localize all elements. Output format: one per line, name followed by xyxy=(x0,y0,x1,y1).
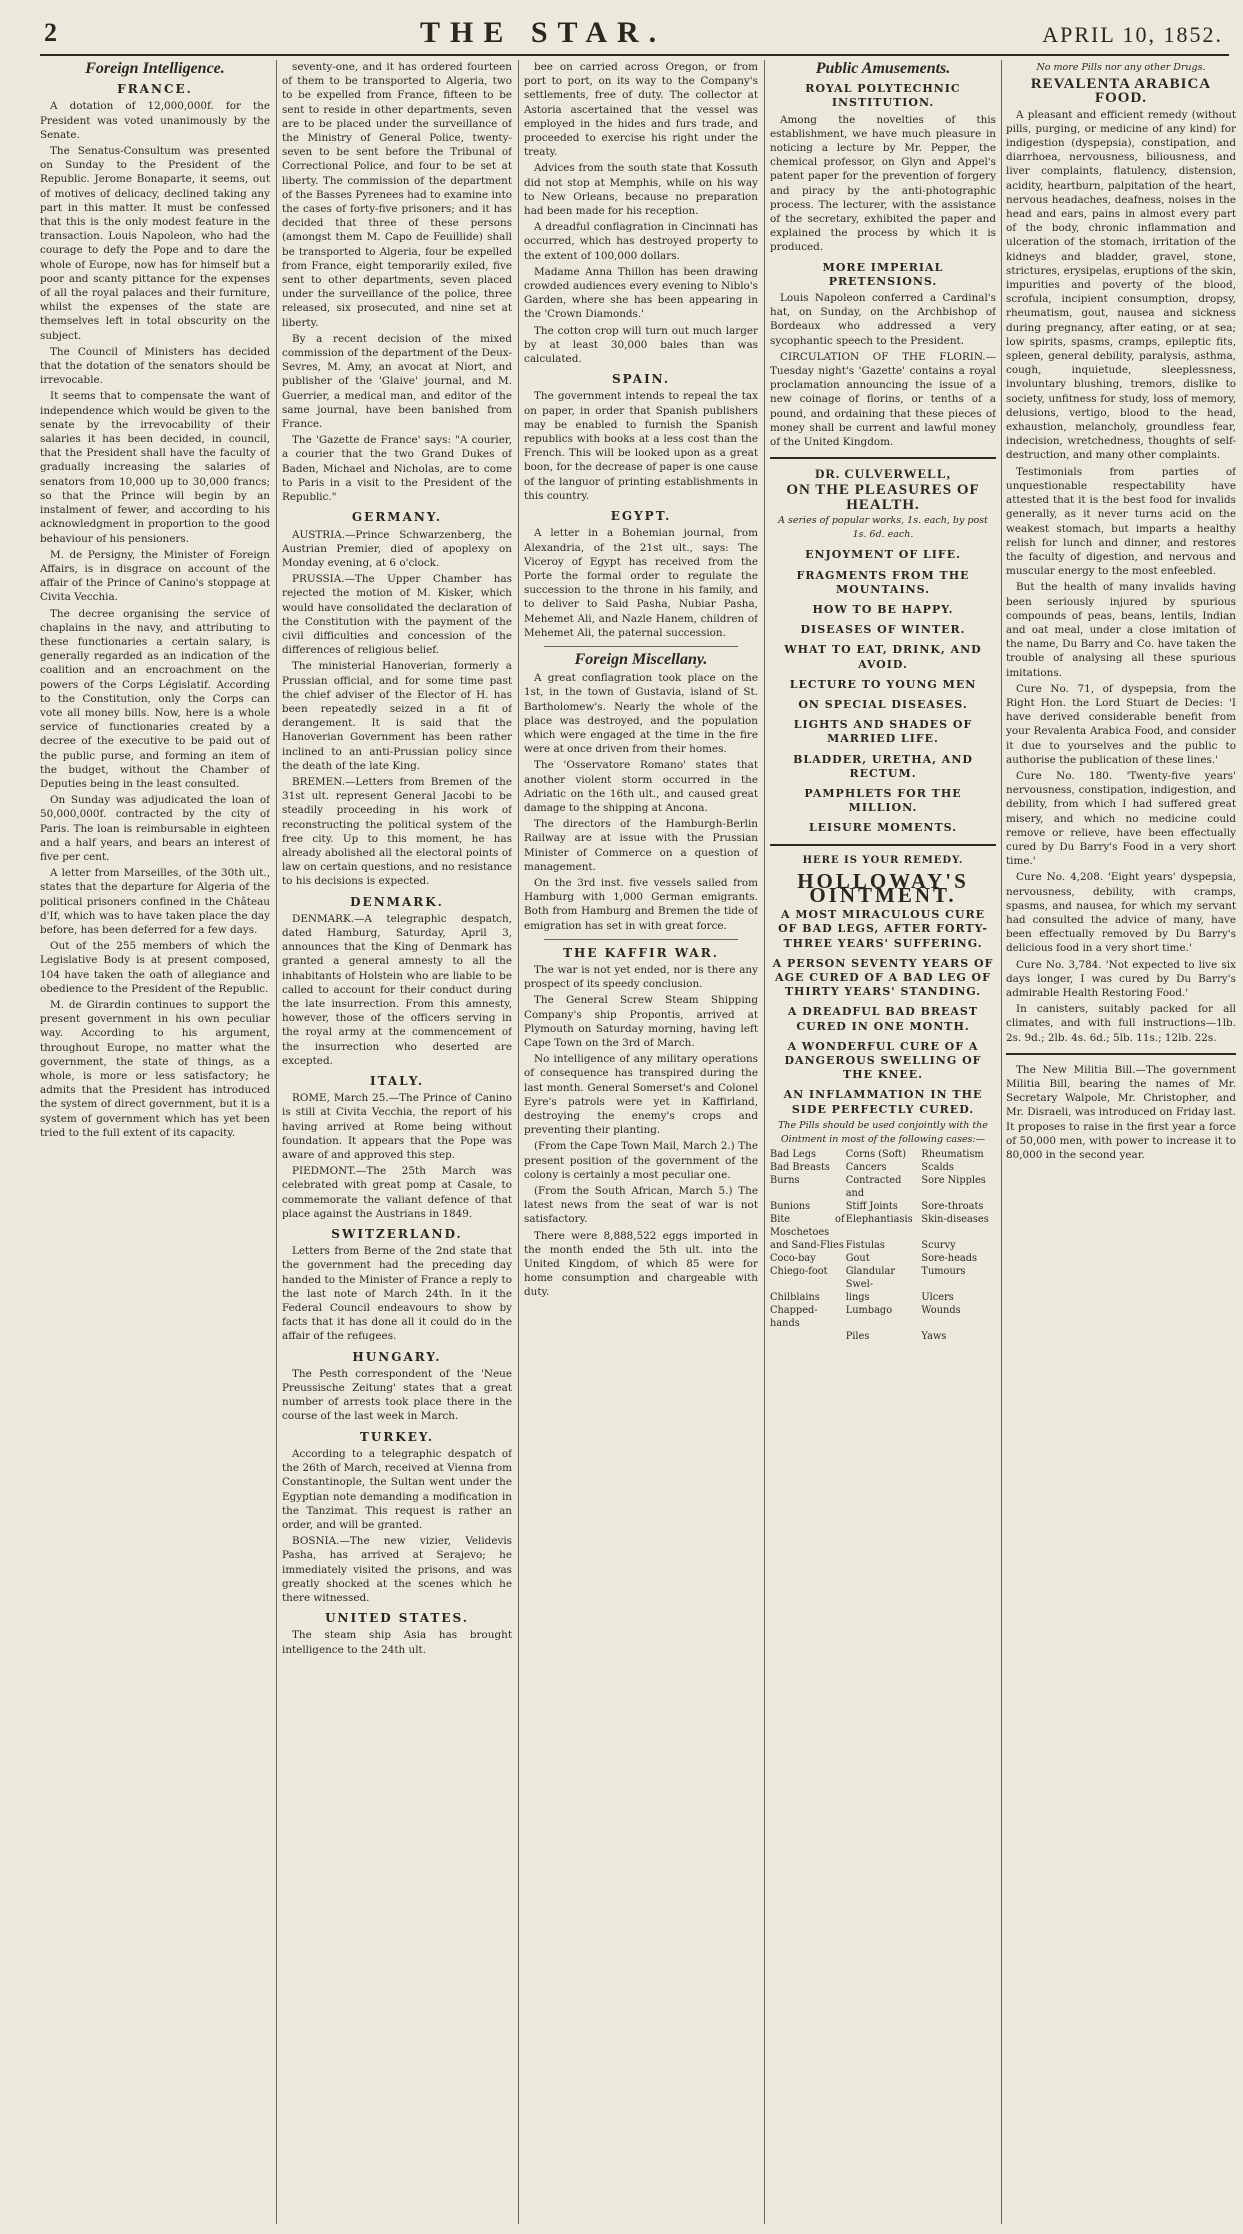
ailment-item: Tumours xyxy=(921,1266,966,1278)
ailment-item: Fistulas xyxy=(845,1240,885,1252)
article-paragraph: The Pesth correspondent of the 'Neue Preussische Zeitung' states that a great number of arrests took place there in the course of the last week in March. xyxy=(282,1367,512,1423)
article-paragraph: Cure No. 3,784. 'Not expected to live six days longer, I was cured by Du Barry's admirable Health Restoring Food.' xyxy=(1006,958,1236,999)
ailment-row xyxy=(770,1291,996,1304)
ailment-row xyxy=(770,1304,996,1330)
section-heading-kaffir-war: THE KAFFIR WAR. xyxy=(563,945,719,960)
ailment-item xyxy=(770,1330,845,1343)
article-paragraph: seventy-one, and it has ordered fourteen of them to be transported to Algeria, two to be expelled from France, fifteen to be sent to reside in other departments, seven are to be placed under the surveillance of the Ministry of General Police, twenty-seven to be sent before the Tribunal of Correctional Police, and four to be set at liberty. The commission of the department of the Basses Pyrenees had to examine into the cases of forty-five prisoners; and it has decided that three of these persons (amongst them M. Capo de Feuillide) shall be transported to Algeria, four be expelled from France, eight temporarily exiled, five sent to other departments, seven placed under the surveillance of the police, three released, six prosecuted, and nine set at liberty. xyxy=(282,61,512,329)
article-paragraph: Cure No. 180. 'Twenty-five years' nervousness, constipation, indigestion, and debility, from which I had suffered great misery, and which no medicine could remove or relieve, have been effectually cured by Du Barry's Food in a very short time.' xyxy=(1006,769,1236,868)
ailment-item: and Sand-Flies xyxy=(770,1240,844,1252)
article-paragraph: According to a telegraphic despatch of the 26th of March, received at Vienna from Constantinople, the Sultan went under the Egyptian note demanding a modification in the Tanzimat. This request is rather an order, and will be granted. xyxy=(282,1447,512,1531)
column-3 xyxy=(524,60,758,2224)
divider xyxy=(544,939,738,940)
article-paragraph: The Council of Ministers has decided that the dotation of the senators should be irrevocable. xyxy=(40,345,270,387)
ailment-item: Bad Legs xyxy=(770,1149,817,1161)
ailment-row xyxy=(770,1213,996,1239)
advert-part: ON SPECIAL DISEASES. xyxy=(798,697,968,711)
article-paragraph: On Sunday was adjudicated the loan of 50,000,000f. contracted by the city of Paris. The loan is reimbursable in eighteen and a half years, and bears an interest of five per cent. xyxy=(40,794,270,863)
advert-subtitle: A series of popular works, 1s. each, by post 1s. 6d. each. xyxy=(778,514,988,541)
ailment-item: Bad Breasts xyxy=(770,1162,830,1174)
country-heading-turkey: TURKEY. xyxy=(359,1429,435,1444)
article-paragraph: By a recent decision of the mixed commission of the department of the Deux-Sevres, M. Amy, an avocat at Niort, and publisher of the 'Glaive' journal, and M. Guerrier, a medical man, and editor of the same journal, have been banished from France. xyxy=(282,332,512,431)
ailment-row xyxy=(770,1161,996,1174)
article-paragraph: The decree organising the service of chaplains in the navy, and attributing to these functionaries a certain salary, is generally regarded as an indication of the coalition and an encroachment on the powers of the Corps Législatif. According to the Constitution, only the Corps can vote all money bills. Now, here is a whole service of functionaries created by a decree of the executive to be paid out of the public purse, and forming an item of the budget, without the Chamber of Deputies being in the least consulted. xyxy=(40,607,270,790)
ailment-item: Wounds xyxy=(921,1305,961,1317)
column-1 xyxy=(40,60,270,2224)
article-paragraph: CIRCULATION OF THE FLORIN.—Tuesday night's 'Gazette' contains a royal proclamation announcing the issue of a new coinage of florins, or tenths of a pound, and ordaining that these pieces of money shall be current and lawful money of the United Kingdom. xyxy=(770,350,996,449)
heading-imperial-pretensions: MORE IMPERIAL PRETENSIONS. xyxy=(822,260,944,288)
advert-holloway xyxy=(770,854,996,1344)
article-paragraph: The cotton crop will turn out much larger by at least 30,000 bales than was calculated. xyxy=(524,324,758,366)
ailment-item: Gout xyxy=(845,1253,870,1265)
article-paragraph: The ministerial Hanoverian, formerly a Prussian official, and for some time past the chief adviser of the Elector of H. has been repeatedly seized in a fit of derangement. It is said that the Hanoverian Government has been rather inclined to an anti-Prussian policy since the death of the late King. xyxy=(282,660,512,772)
ailment-item: Scalds xyxy=(921,1162,954,1174)
advert-part: DISEASES OF WINTER. xyxy=(800,623,966,637)
article-paragraph: Cure No. 4,208. 'Eight years' dyspepsia, nervousness, debility, with cramps, spasms, and nausea, for which my servant had consulted the advice of many, have been effectually removed by Du Barry's delicious food in a very short time.' xyxy=(1006,871,1236,955)
ailment-item: Cancers xyxy=(845,1162,887,1174)
article-paragraph: The directors of the Hamburgh-Berlin Railway are at issue with the Prussian Minister of Commerce on a question of management. xyxy=(524,818,758,873)
ailment-item: Chilblains xyxy=(770,1292,820,1304)
ailment-item: Chiego-foot xyxy=(770,1266,828,1278)
article-paragraph: A letter from Marseilles, of the 30th ult., states that the departure for Algeria of the political prisoners confined in the Château d'If, which was to have taken place the day before, has been deferred for a few days. xyxy=(40,867,270,936)
article-paragraph: A great conflagration took place on the 1st, in the town of Gustavia, island of St. Bartholomew's. Nearly the whole of the place was destroyed, and the population which were engaged at the time in the fire were at once driven from their homes. xyxy=(524,672,758,756)
column-rule xyxy=(1001,60,1002,2224)
column-5 xyxy=(1006,60,1236,2224)
ailment-row xyxy=(770,1265,996,1291)
ailment-item: Ulcers xyxy=(921,1292,954,1304)
ailment-item: Stiff Joints xyxy=(845,1201,898,1213)
ailment-item: Rheumatism xyxy=(921,1149,984,1161)
advert-title: ON THE PLEASURES OF HEALTH. xyxy=(786,482,980,513)
newspaper-title: THE STAR. xyxy=(420,16,667,49)
article-paragraph: AUSTRIA.—Prince Schwarzenberg, the Austrian Premier, died of apoplexy on Monday evening, at 6 o'clock. xyxy=(282,528,512,569)
article-paragraph: On the 3rd inst. five vessels sailed from Hamburg with 1,000 German emigrants. Both from Hamburg and Bremen the tide of emigration has set in with great force. xyxy=(524,876,758,932)
article-paragraph: The 'Osservatore Romano' states that another violent storm occurred in the Adriatic on the 16th ult., and caused great damage to the shipping at Ancona. xyxy=(524,759,758,814)
ailment-item: Yaws xyxy=(921,1331,947,1343)
advert-divider xyxy=(770,457,996,459)
column-rule xyxy=(276,60,277,2224)
article-paragraph: Testimonials from parties of unquestionable respectability have attested that it is the best food for invalids generally, as it never turns acid on the weakest stomach, but imparts a healthy relish for lunch and dinner, and restores the faculty of digestion, and nervous and muscular energy to the most enfeebled. xyxy=(1006,465,1236,578)
advert-list-intro: The Pills should be used conjointly with the Ointment in most of the following cases:— xyxy=(778,1119,988,1145)
article-paragraph: (From the South African, March 5.) The latest news from the seat of war is not satisfactory. xyxy=(524,1185,758,1226)
ailment-list xyxy=(770,1148,996,1343)
ailment-item: Corns (Soft) xyxy=(845,1149,907,1161)
article-paragraph: The General Screw Steam Shipping Company's ship Propontis, arrived at Plymouth on Saturday morning, having left Cape Town on the 3rd of March. xyxy=(524,994,758,1049)
article-paragraph: It seems that to compensate the want of independence which would be given to the senate by the irrevocability of their salaries it has been decided, in council, that the President shall have the faculty of gradually increasing the salaries of senators from 10,000 up to 30,000 francs; so that the Prince will begin by an instalment of fewer, and according to his acknowledgment in proportion to the good behaviour of his pensioners. xyxy=(40,390,270,545)
article-paragraph: Madame Anna Thillon has been drawing crowded audiences every evening to Niblo's Garden, where she has been appearing in the 'Crown Diamonds.' xyxy=(524,265,758,321)
column-rule xyxy=(764,60,765,2224)
advert-divider xyxy=(770,844,996,846)
advert-subhead: A WONDERFUL CURE OF A DANGEROUS SWELLING OF THE KNEE. xyxy=(784,1039,982,1082)
advert-subhead: A DREADFUL BAD BREAST CURED IN ONE MONTH. xyxy=(787,1005,979,1033)
advert-title: REVALENTA ARABICA FOOD. xyxy=(1030,76,1212,107)
article-paragraph: A dotation of 12,000,000f. for the President was voted unanimously by the Senate. xyxy=(40,100,270,141)
advert-part: LIGHTS AND SHADES OF MARRIED LIFE. xyxy=(793,718,973,746)
advert-part: WHAT TO EAT, DRINK, AND AVOID. xyxy=(784,643,982,671)
ailment-item: Lumbago xyxy=(845,1305,893,1317)
column-4 xyxy=(770,60,996,2224)
article-paragraph: DENMARK.—A telegraphic despatch, dated Hamburg, Saturday, April 3, announces that the King of Denmark has granted a general amnesty to all the inhabitants of Holstein who are liable to be called to account for their conduct during the late insurrection. From this amnesty, however, those of the officers serving in the royal army at the commencement of the insurrection who deserted are excepted. xyxy=(282,912,512,1067)
section-heading-foreign-miscellany: Foreign Miscellany. xyxy=(574,650,708,668)
article-paragraph: A letter in a Bohemian journal, from Alexandria, of the 21st ult., says: The Viceroy of Egypt has received from the Porte the formal order to regulate the succession to the throne in his family, and to deliver to Said Pasha, Nubiar Pasha, Mehemet Ali, and Nazle Hanem, children of Mehemet Ali, the paternal succession. xyxy=(524,527,758,639)
ailment-item: Elephantiasis xyxy=(845,1214,913,1226)
country-heading-germany: GERMANY. xyxy=(351,510,443,525)
advert-part: LEISURE MOMENTS. xyxy=(808,821,958,835)
masthead xyxy=(40,16,1229,56)
advert-author: DR. CULVERWELL, xyxy=(815,466,951,482)
country-heading-united-states: UNITED STATES. xyxy=(325,1611,469,1626)
ailment-row xyxy=(770,1200,996,1213)
advert-title: HOLLOWAY'S OINTMENT. xyxy=(797,868,969,907)
advert-part: PAMPHLETS FOR THE MILLION. xyxy=(804,786,962,815)
ailment-item: Bite of Moschetoes xyxy=(770,1214,845,1239)
country-heading-france: FRANCE. xyxy=(117,82,193,97)
article-paragraph: M. de Persigny, the Minister of Foreign Affairs, is in disgrace on account of the affair of the Prince of Canino's stoppage at Civita Vecchia. xyxy=(40,548,270,604)
article-paragraph: Cure No. 71, of dyspepsia, from the Right Hon. the Lord Stuart de Decies: 'I have derived considerable benefit from your Revalenta Arabica Food, and consider it due to yourselves and the public to authorise the publication of these lines.' xyxy=(1006,682,1236,766)
country-heading-spain: SPAIN. xyxy=(611,372,671,387)
country-heading-hungary: HUNGARY. xyxy=(352,1349,442,1364)
section-heading-foreign-intelligence: Foreign Intelligence. xyxy=(85,60,225,77)
ailment-item: Chapped-hands xyxy=(770,1305,818,1330)
ailment-item: Glandular Swel- xyxy=(845,1266,896,1291)
page-number: 2 xyxy=(44,18,57,47)
divider xyxy=(1006,1053,1236,1055)
article-paragraph: Louis Napoleon conferred a Cardinal's hat, on Sunday, on the Archbishop of Bordeaux who addressed a very sycophantic speech to the President. xyxy=(770,292,996,347)
article-paragraph: BOSNIA.—The new vizier, Velidevis Pasha, has arrived at Serajevo; he immediately visited the prisons, and was greatly shocked at the scenes which he there witnessed. xyxy=(282,1535,512,1604)
country-heading-egypt: EGYPT. xyxy=(610,509,672,524)
article-paragraph: No intelligence of any military operations of consequence has transpired during the last month. General Somerset's and Colonel Eyre's patrols were yet in Kaffirland, destroying the enemy's crops and preventing their planting. xyxy=(524,1053,758,1137)
advert-part: FRAGMENTS FROM THE MOUNTAINS. xyxy=(796,568,970,596)
article-paragraph: In canisters, suitably packed for all climates, and with full instructions—1lb. 2s. 9d.; 2lb. 4s. 6d.; 5lb. 11s.; 12lb. 22s. xyxy=(1006,1003,1236,1044)
article-paragraph: Among the novelties of this establishment, we have much pleasure in noticing a lecture by Mr. Pepper, the chemical professor, on Glyn and Appel's patent paper for the prevention of forgery and piracy by the anti-photographic process. The lecturer, with the assistance of the secretary, exhibited the paper and explained the process by which it is produced. xyxy=(770,113,996,254)
ailment-item: Skin-diseases xyxy=(921,1214,989,1226)
heading-polytechnic: ROYAL POLYTECHNIC INSTITUTION. xyxy=(805,82,961,110)
article-paragraph: There were 8,888,522 eggs imported in the month ended the 5th ult. into the United Kingdom, of which 85 were for home consumption and chargeable with duty. xyxy=(524,1229,758,1299)
article-paragraph: The Senatus-Consultum was presented on Sunday to the President of the Republic. Jerome Bonaparte, it seems, out of motives of delicacy, declined taking any part in this matter. It must be confessed that this is the only modest feature in the transaction. Louis Napoleon, who had the courage to defy the Pope and to dare the whole of Europe, now has for himself but a poor and scanty pittance for the expenses of all the royal palaces and their furniture, whilst the expenses of the state are themselves left in total obscurity on the subject. xyxy=(40,145,270,342)
ailment-item: Coco-bay xyxy=(770,1253,816,1265)
ailment-row xyxy=(770,1252,996,1265)
article-paragraph: The government intends to repeal the tax on paper, in order that Spanish publishers may be enabled to furnish the Spanish republics with books at a less cost than the French. This will be looked upon as a great boon, for the decrease of paper is one cause of the languor of printing establishments in this country. xyxy=(524,390,758,502)
country-heading-italy: ITALY. xyxy=(369,1074,425,1089)
divider xyxy=(544,646,738,647)
article-paragraph: The New Militia Bill.—The government Militia Bill, bearing the names of Mr. Secretary Walpole, Mr. Christopher, and Mr. Disraeli, was introduced on Friday last. It proposes to raise in the first year a force of 50,000 men, with power to increase it to 80,000 in the second year. xyxy=(1006,1063,1236,1162)
column-2 xyxy=(282,60,512,2224)
advert-culverwell xyxy=(770,467,996,835)
article-paragraph: A dreadful conflagration in Cincinnati has occurred, which has destroyed property to the extent of 100,000 dollars. xyxy=(524,221,758,262)
country-heading-denmark: DENMARK. xyxy=(350,894,444,909)
ailment-item: lings xyxy=(845,1292,870,1304)
ailment-item: Sore-heads xyxy=(921,1253,978,1265)
advert-part: ENJOYMENT OF LIFE. xyxy=(805,548,961,562)
issue-date: APRIL 10, 1852. xyxy=(1042,22,1223,47)
ailment-item: Bunions xyxy=(770,1201,811,1213)
article-paragraph: PRUSSIA.—The Upper Chamber has rejected the motion of M. Kisker, which would have consolidated the declaration of the Constitution with the payment of the civil difficulties and concession of the differences of religious belief. xyxy=(282,573,512,657)
advert-subhead: A MOST MIRACULOUS CURE OF BAD LEGS, AFTER FORTY-THREE YEARS' SUFFERING. xyxy=(778,908,988,950)
advert-subhead: AN INFLAMMATION IN THE SIDE PERFECTLY CURED. xyxy=(783,1088,983,1116)
article-paragraph: Advices from the south state that Kossuth did not stop at Memphis, while on his way to New Orleans, because no preparation had been made for his reception. xyxy=(524,162,758,218)
article-paragraph: ROME, March 25.—The Prince of Canino is still at Civita Vecchia, the report of his having arrived at Rome being without foundation. It appears that the Pope was aware of and approved this step. xyxy=(282,1092,512,1162)
advert-part: HOW TO BE HAPPY. xyxy=(812,602,954,616)
section-heading-public-amusements: Public Amusements. xyxy=(815,60,951,77)
ailment-row xyxy=(770,1330,996,1343)
ailment-row xyxy=(770,1174,996,1200)
advert-pretitle: No more Pills nor any other Drugs. xyxy=(1036,62,1206,73)
advert-subhead: A PERSON SEVENTY YEARS OF AGE CURED OF A BAD LEG OF THIRTY YEARS' STANDING. xyxy=(772,956,994,999)
column-rule xyxy=(518,60,519,2224)
ailment-item: Scurvy xyxy=(921,1240,956,1252)
article-paragraph: Letters from Berne of the 2nd state that the government had the preceding day handed to the Minister of France a reply to the last note of March 24th. In it the Federal Council endeavours to show by facts that it has done all it could do in the affair of the refugees. xyxy=(282,1245,512,1343)
article-paragraph: A pleasant and efficient remedy (without pills, purging, or medicine of any kind) for indigestion (dyspepsia), constipation, and diarrhoea, nervousness, biliousness, and liver complaints, flatulency, distension, acidity, heartburn, palpitation of the heart, nervous headaches, deafness, noises in the head and ears, pains in almost every part of the body, chronic inflammation and ulceration of the stomach, irritation of the kidneys and bladder, gravel, stone, strictures, erysipelas, eruptions of the skin, impurities and poverty of the blood, scrofula, incipient consumption, dropsy, rheumatism, gout, nausea and sickness during pregnancy, after eating, or at sea; low spirits, spasms, cramps, epileptic fits, spleen, general debility, paralysis, asthma, cough, inquietude, sleeplessness, involuntary blushing, tremors, dislike to society, unfitness for study, loss of memory, delusions, vertigo, blood to the head, exhaustion, melancholy, groundless fear, indecision, wretchedness, thoughts of self-destruction, and many other complaints. xyxy=(1006,108,1236,462)
ailment-item: Piles xyxy=(845,1331,870,1343)
ailment-item: Contracted and xyxy=(845,1175,902,1200)
article-paragraph: The 'Gazette de France' says: "A courier, a courier that the two Grand Dukes of Baden, Michael and Nicholas, are to come to Paris in a visit to the President of the Republic." xyxy=(282,434,512,504)
article-paragraph: BREMEN.—Letters from Bremen of the 31st ult. represent General Jacobi to be steadily proceeding in his work of reconstructing the political system of the free city. Up to this moment, he has already abolished all the electoral points of law on certain questions, and no resistance to his decisions is expected. xyxy=(282,775,512,888)
article-paragraph: The war is not yet ended, nor is there any prospect of its speedy conclusion. xyxy=(524,963,758,991)
article-paragraph: Out of the 255 members of which the Legislative Body is at present composed, 104 have taken the oath of allegiance and obedience to the President of the Republic. xyxy=(40,940,270,995)
ailment-item: Burns xyxy=(770,1175,800,1187)
article-paragraph: The steam ship Asia has brought intelligence to the 24th ult. xyxy=(282,1629,512,1656)
ailment-item: Sore-throats xyxy=(921,1201,984,1213)
article-paragraph: bee on carried across Oregon, or from port to port, on its way to the Company's settlements, free of duty. The collector at Astoria ascertained that the vessel was employed in the hides and furs trade, and proceeded to exercise his right under the treaty. xyxy=(524,61,758,159)
ailment-item: Sore Nipples xyxy=(921,1175,986,1187)
advert-pretitle: HERE IS YOUR REMEDY. xyxy=(802,854,964,866)
article-paragraph: M. de Girardin continues to support the present government in his own peculiar way. According to his argument, throughout Europe, no matter what the government, the state of things, as a whole, is more or less satisfactory; he admits that the President has introduced the system of direct government, but it is a system of government which has yet been tried to the full extent of its capacity. xyxy=(40,999,270,1139)
country-heading-switzerland: SWITZERLAND. xyxy=(331,1227,463,1242)
article-paragraph: PIEDMONT.—The 25th March was celebrated with great pomp at Casale, to commemorate the valiant defence of that place against the Austrians in 1849. xyxy=(282,1165,512,1220)
ailment-row xyxy=(770,1148,996,1161)
article-paragraph: But the health of many invalids having been seriously injured by spurious compounds of peas, beans, lentils, Indian and oat meal, under a close imitation of the name, Du Barry and Co. have taken the trouble of analysing all these spurious imitations. xyxy=(1006,581,1236,679)
ailment-row xyxy=(770,1239,996,1252)
advert-part: LECTURE TO YOUNG MEN xyxy=(789,677,977,691)
article-paragraph: (From the Cape Town Mail, March 2.) The present position of the government of the colony is certainly a most peculiar one. xyxy=(524,1140,758,1181)
advert-part: BLADDER, URETHA, AND RECTUM. xyxy=(793,752,973,780)
